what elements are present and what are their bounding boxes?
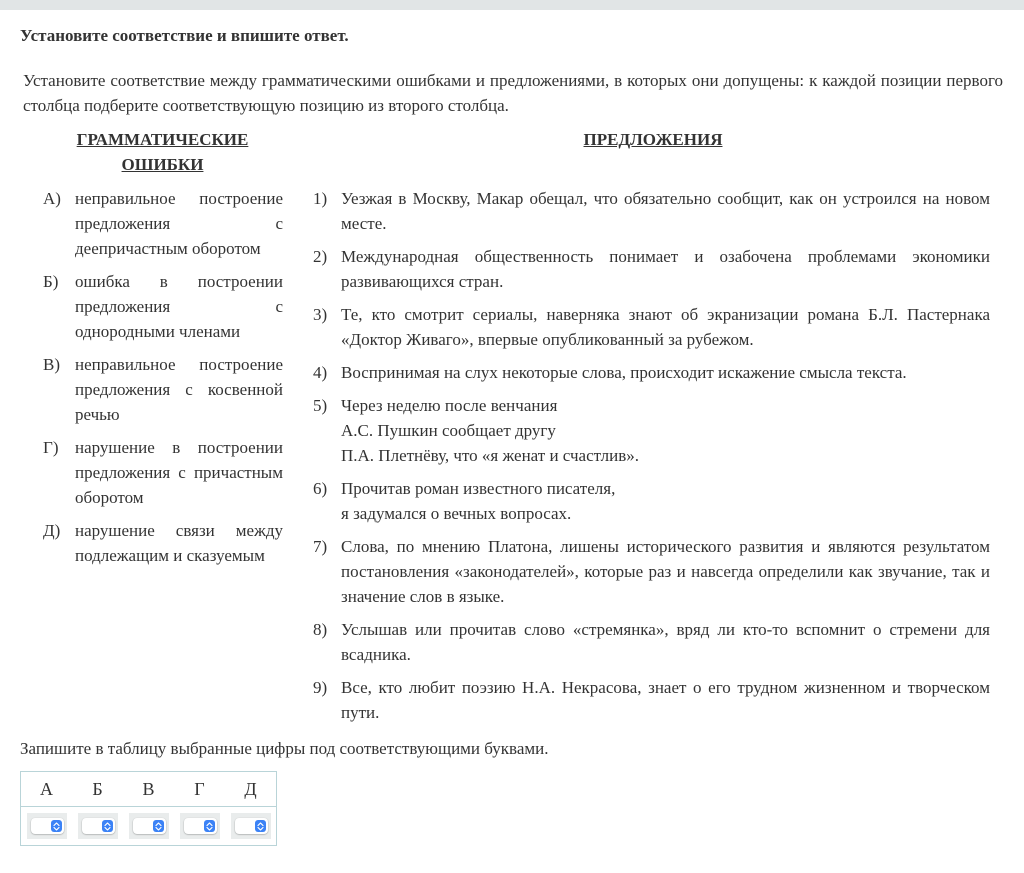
sentence-line: Через неделю после венчания (341, 396, 558, 415)
error-item-v (43, 352, 283, 427)
answer-table (20, 771, 277, 846)
sentence-item-1 (313, 186, 990, 236)
error-text: неправильное построение предложения с косвенной речью (75, 355, 283, 424)
answer-cell-b (72, 807, 123, 846)
answer-select-v[interactable] (129, 813, 169, 839)
select-stepper-icon[interactable] (102, 820, 113, 832)
answer-instruction: Запишите в таблицу выбранные цифры под соответствующими буквами. (20, 739, 549, 758)
sentence-item-3 (313, 302, 990, 352)
sentence-marker: 3) (313, 305, 328, 324)
sentence-marker: 6) (313, 479, 328, 498)
sentence-marker: 9) (313, 678, 328, 697)
sentence-list (313, 186, 990, 733)
sentence-item-5 (313, 393, 990, 468)
sentence-marker: 8) (313, 620, 328, 639)
sentence-line: П.А. Плетнёву, что «я женат и счастлив». (341, 446, 640, 465)
answer-select-d[interactable] (231, 813, 271, 839)
top-bar (0, 0, 1024, 10)
error-marker: В) (43, 355, 60, 374)
sentence-text (341, 476, 990, 526)
sentence-marker: 4) (313, 363, 328, 382)
answer-letter-a: А (21, 772, 73, 807)
error-item-b (43, 269, 283, 344)
error-list (43, 186, 283, 576)
answer-select-a[interactable] (27, 813, 67, 839)
sentence-item-4 (313, 360, 990, 385)
answer-letter-v: В (123, 772, 174, 807)
sentence-item-9 (313, 675, 990, 725)
sentence-line: А.С. Пушкин сообщает другу (341, 421, 556, 440)
answer-cell-g (174, 807, 225, 846)
select-field[interactable] (31, 818, 64, 834)
sentence-line: Прочитав роман известного писателя, (341, 479, 616, 498)
sentence-item-7 (313, 534, 990, 609)
answer-letter-b: Б (72, 772, 123, 807)
select-stepper-icon[interactable] (153, 820, 164, 832)
sentence-marker: 5) (313, 396, 328, 415)
error-text: неправильное построение предложения с деепричастным оборотом (75, 189, 283, 258)
sentence-text: Уезжая в Москву, Макар обещал, что обязательно сообщит, как он устроился на новом месте. (341, 189, 990, 233)
answer-letter-g: Г (174, 772, 225, 807)
error-item-g (43, 435, 283, 510)
task-instruction: Установите соответствие между грамматическими ошибками и предложениями, в которых они допущены: к каждой позиции первого столбца подберите соответствующую позицию из второго столбца. (23, 71, 1003, 115)
error-marker: А) (43, 189, 61, 208)
error-item-d (43, 518, 283, 568)
select-stepper-icon[interactable] (51, 820, 62, 832)
select-field[interactable] (235, 818, 268, 834)
select-stepper-icon[interactable] (204, 820, 215, 832)
sentence-text: Воспринимая на слух некоторые слова, происходит искажение смысла текста. (341, 363, 907, 382)
sentence-marker: 2) (313, 247, 328, 266)
select-stepper-icon[interactable] (255, 820, 266, 832)
answer-select-g[interactable] (180, 813, 220, 839)
answer-letter-d: Д (225, 772, 277, 807)
sentence-marker: 7) (313, 537, 328, 556)
error-item-a (43, 186, 283, 261)
task-title: Установите соответствие и впишите ответ. (20, 26, 349, 45)
sentence-line: я задумался о вечных вопросах. (341, 504, 572, 523)
error-text: нарушение в построении предложения с причастным оборотом (75, 438, 283, 507)
select-field[interactable] (133, 818, 166, 834)
error-text: нарушение связи между подлежащим и сказуемым (75, 521, 283, 565)
errors-column-header: ГРАММАТИЧЕСКИЕ ОШИБКИ (76, 130, 249, 174)
error-marker: Д) (43, 521, 61, 540)
answer-cell-a (21, 807, 73, 846)
error-marker: Г) (43, 438, 59, 457)
error-text: ошибка в построении предложения с однородными членами (75, 272, 283, 341)
sentence-item-2 (313, 244, 990, 294)
sentence-text: Услышав или прочитав слово «стремянка», вряд ли кто-то вспомнит о стремени для всадника. (341, 620, 990, 664)
select-field[interactable] (184, 818, 217, 834)
sentence-item-6 (313, 476, 990, 526)
answer-cell-d (225, 807, 277, 846)
sentence-text: Международная общественность понимает и озабочена проблемами экономики развивающихся стран. (341, 247, 990, 291)
sentence-text: Слова, по мнению Платона, лишены исторического развития и являются результатом постановления «законодателей», которые раз и навсегда определили как звучание, так и значение слов в языке. (341, 537, 990, 606)
sentence-text: Все, кто любит поэзию Н.А. Некрасова, знает о его трудном жизненном и творческом пути. (341, 678, 990, 722)
sentence-item-8 (313, 617, 990, 667)
sentence-text (341, 393, 990, 468)
sentences-column-header: ПРЕДЛОЖЕНИЯ (583, 130, 723, 149)
answer-cell-v (123, 807, 174, 846)
sentence-marker: 1) (313, 189, 328, 208)
answer-select-b[interactable] (78, 813, 118, 839)
select-field[interactable] (82, 818, 115, 834)
error-marker: Б) (43, 272, 59, 291)
sentence-text: Те, кто смотрит сериалы, наверняка знают об экранизации романа Б.Л. Пастернака «Доктор Живаго», впервые опубликованный за рубежом. (341, 305, 990, 349)
